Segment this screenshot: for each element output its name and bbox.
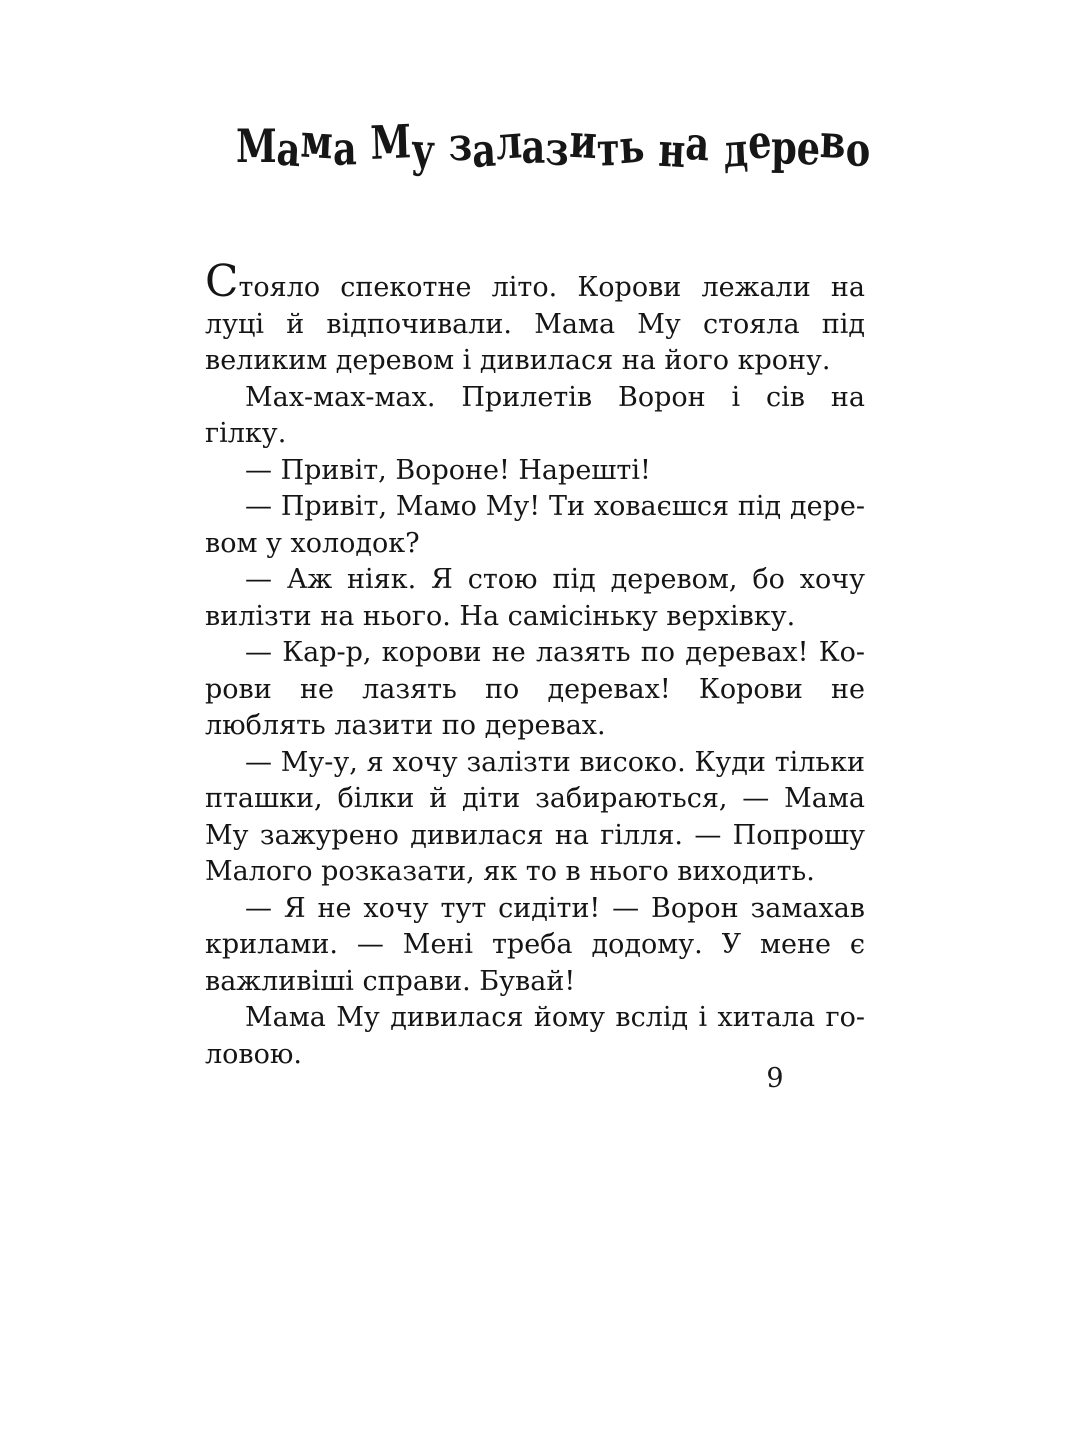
paragraph: Мах-мах-мах. Прилетів Ворон і сів на гілку. <box>205 381 865 449</box>
story-text <box>205 256 865 1073</box>
paragraph: — Кар-р, корови не лазять по деревах! Корови не лазять по деревах! Корови не люблять лазити по деревах. <box>205 637 865 741</box>
initial-letter: С <box>205 256 239 307</box>
paragraph-text: тояло спекотне літо. Корови лежали на луці й відпочивали. Мама Му стояла під великим деревом і дивилася на його крону. <box>205 272 865 376</box>
paragraph: — Аж ніяк. Я стою під деревом, бо хочу вилізти на нього. На самісіньку верхівку. <box>205 564 865 632</box>
paragraph: — Я не хочу тут сидіти! — Ворон замахав крилами. — Мені треба додому. У мене є важливіші справи. Бувай! <box>205 892 865 997</box>
paragraph: Мама Му дивилася йому вслід і хитала головою. <box>205 1002 865 1070</box>
paragraph: — Му-у, я хочу залізти високо. Куди тільки пташки, білки й діти забираються, — Мама Му зажурено дивилася на гілля. — Попрошу Малого розказати, як то в нього виходить. <box>205 746 865 887</box>
paragraph: — Привіт, Мамо Му! Ти ховаєшся під деревом у холодок? <box>205 491 865 559</box>
chapter-title: Мама Му залазить на дерево <box>236 113 872 179</box>
paragraph <box>205 256 865 380</box>
page-number: 9 <box>766 1063 784 1094</box>
paragraph: — Привіт, Вороне! Нарешті! <box>245 454 651 486</box>
